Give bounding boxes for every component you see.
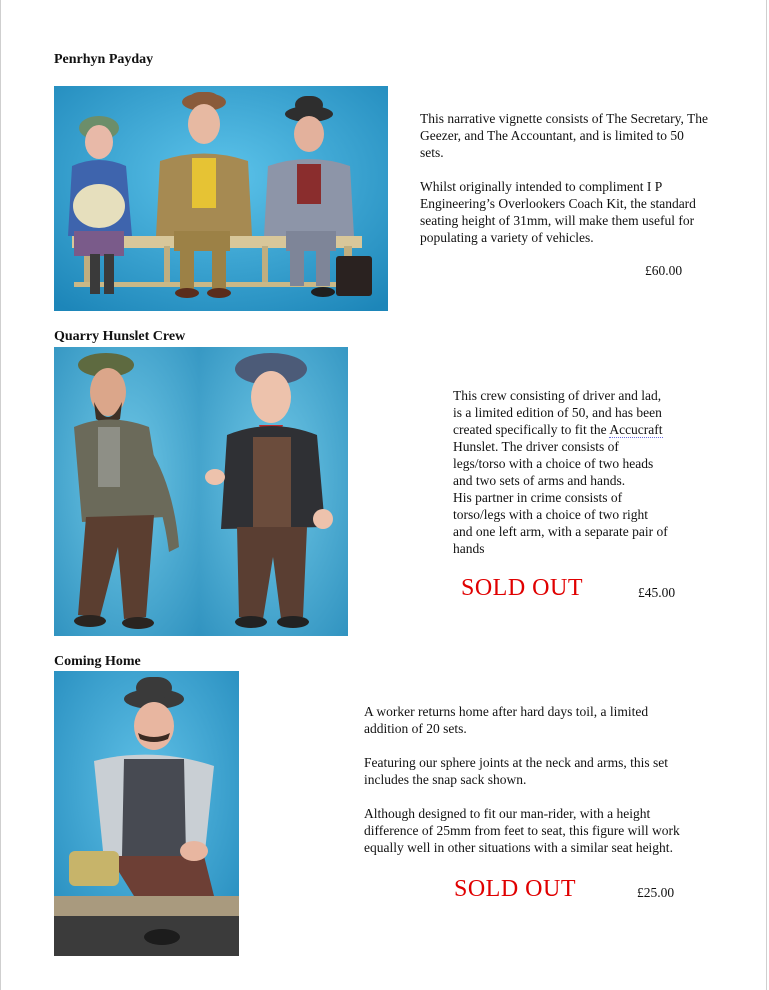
product-title-penrhyn-payday: Penrhyn Payday [54,52,154,67]
photo-penrhyn-payday [54,86,388,311]
sold-out-badge-coming-home: SOLD OUT [454,876,576,902]
description-line: and one left arm, with a separate pair of [453,524,668,539]
description-line: This crew consisting of driver and lad, [453,388,662,403]
description-line: created specifically to fit the [453,422,607,437]
description-paragraph: Although designed to fit our man-rider, with a height difference of 25mm from feet to seat, this figure will work equally well in other situations with a similar seat height. [364,806,680,855]
description-line: is a limited edition of 50, and has been [453,405,662,420]
price-coming-home: £25.00 [637,885,675,900]
description-line: and two sets of arms and hands. [453,473,626,488]
description-paragraph: This narrative vignette consists of The Secretary, The Geezer, and The Accountant, and is limited to 50 sets. [420,111,709,160]
description-line: His partner in crime consists of [453,490,623,505]
description-line: hands [453,541,485,556]
photo-coming-home [54,671,239,956]
description-paragraph: Whilst originally intended to compliment I P Engineering’s Overlookers Coach Kit, the standard seating height of 31mm, will make them useful for populating a variety of vehicles. [420,179,696,245]
description-paragraph: Featuring our sphere joints at the neck and arms, this set includes the snap sack shown. [364,755,669,787]
photo-quarry-hunslet-driver [54,347,199,636]
description-paragraph: A worker returns home after hard days toil, a limited addition of 20 sets. [364,704,649,736]
product-description-penrhyn-payday [420,110,710,246]
price-quarry-hunslet-crew: £45.00 [638,585,676,600]
product-title-coming-home: Coming Home [54,654,141,669]
price-penrhyn-payday: £60.00 [645,263,683,278]
product-description-quarry-hunslet-crew [453,387,713,557]
product-description-coming-home [364,703,694,856]
description-line: legs/torso with a choice of two heads [453,456,654,471]
description-line: torso/legs with a choice of two right [453,507,648,522]
product-title-quarry-hunslet-crew: Quarry Hunslet Crew [54,329,186,344]
description-line: Hunslet. The driver consists of [453,439,619,454]
page-edge-left [0,0,1,990]
sold-out-badge-quarry-hunslet-crew: SOLD OUT [461,575,583,601]
accucraft-word: Accucraft [609,422,663,437]
page-edge-right [766,0,767,990]
photo-quarry-hunslet-lad [199,347,348,636]
